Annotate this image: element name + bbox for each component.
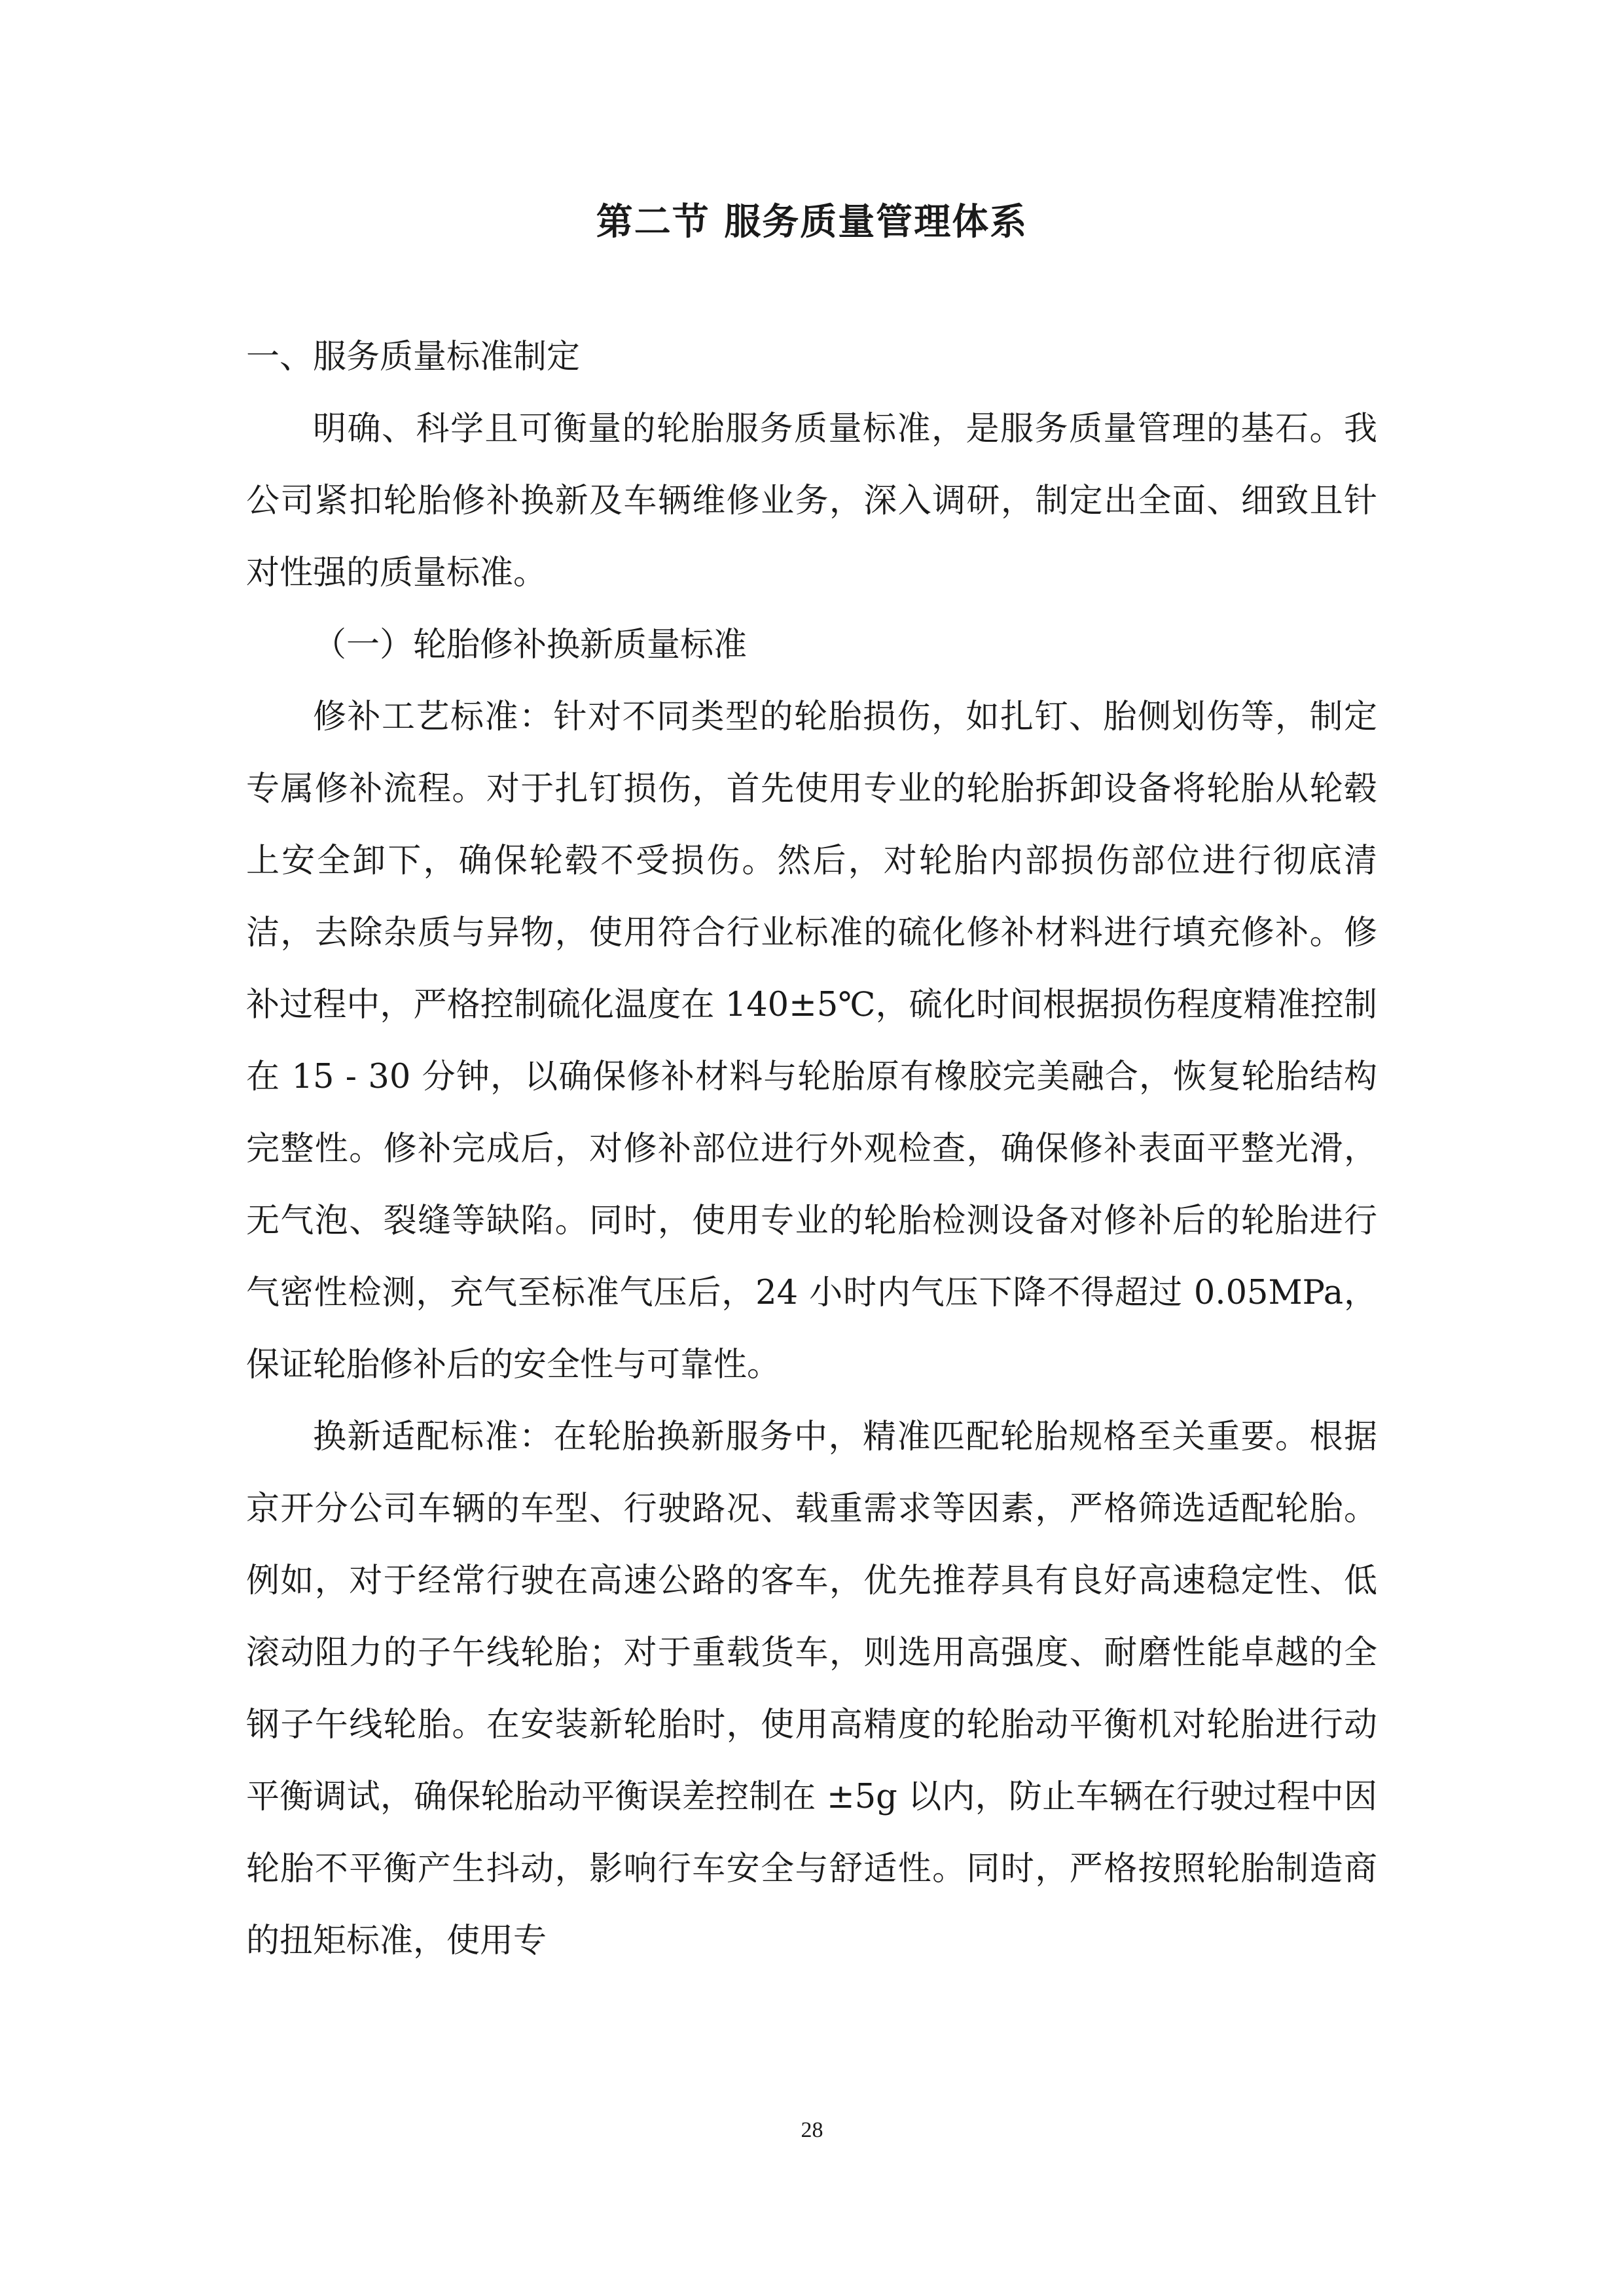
replacement-standard-paragraph: 换新适配标准：在轮胎换新服务中，精准匹配轮胎规格至关重要。根据京开分公司车辆的车型、行驶路况、载重需求等因素，严格筛选适配轮胎。例如，对于经常行驶在高速公路的客车，优先推荐具有良好高速稳定性、低滚动阻力的子午线轮胎；对于重载货车，则选用高强度、耐磨性能卓越的全钢子午线轮胎。在安装新轮胎时，使用高精度的轮胎动平衡机对轮胎进行动平衡调试，确保轮胎动平衡误差控制在 ±5g 以内，防止车辆在行驶过程中因轮胎不平衡产生抖动，影响行车安全与舒适性。同时，严格按照轮胎制造商的扭矩标准，使用专	[246, 1418, 1377, 1960]
page-title: 第二节 服务质量管理体系	[596, 201, 1028, 243]
document-body	[246, 321, 1377, 1977]
page-number: 28	[801, 2118, 823, 2142]
sub-heading: （一）轮胎修补换新质量标准	[313, 626, 748, 664]
section-heading: 一、服务质量标准制定	[246, 338, 581, 376]
intro-paragraph: 明确、科学且可衡量的轮胎服务质量标准，是服务质量管理的基石。我公司紧扣轮胎修补换新及车辆维修业务，深入调研，制定出全面、细致且针对性强的质量标准。	[246, 410, 1377, 592]
repair-standard-paragraph: 修补工艺标准：针对不同类型的轮胎损伤，如扎钉、胎侧划伤等，制定专属修补流程。对于扎钉损伤，首先使用专业的轮胎拆卸设备将轮胎从轮毂上安全卸下，确保轮毂不受损伤。然后，对轮胎内部损伤部位进行彻底清洁，去除杂质与异物，使用符合行业标准的硫化修补材料进行填充修补。修补过程中，严格控制硫化温度在 140±5℃，硫化时间根据损伤程度精准控制在 15 - 30 分钟，以确保修补材料与轮胎原有橡胶完美融合，恢复轮胎结构完整性。修补完成后，对修补部位进行外观检查，确保修补表面平整光滑，无气泡、裂缝等缺陷。同时，使用专业的轮胎检测设备对修补后的轮胎进行气密性检测，充气至标准气压后，24 小时内气压下降不得超过 0.05MPa，保证轮胎修补后的安全性与可靠性。	[246, 698, 1377, 1384]
